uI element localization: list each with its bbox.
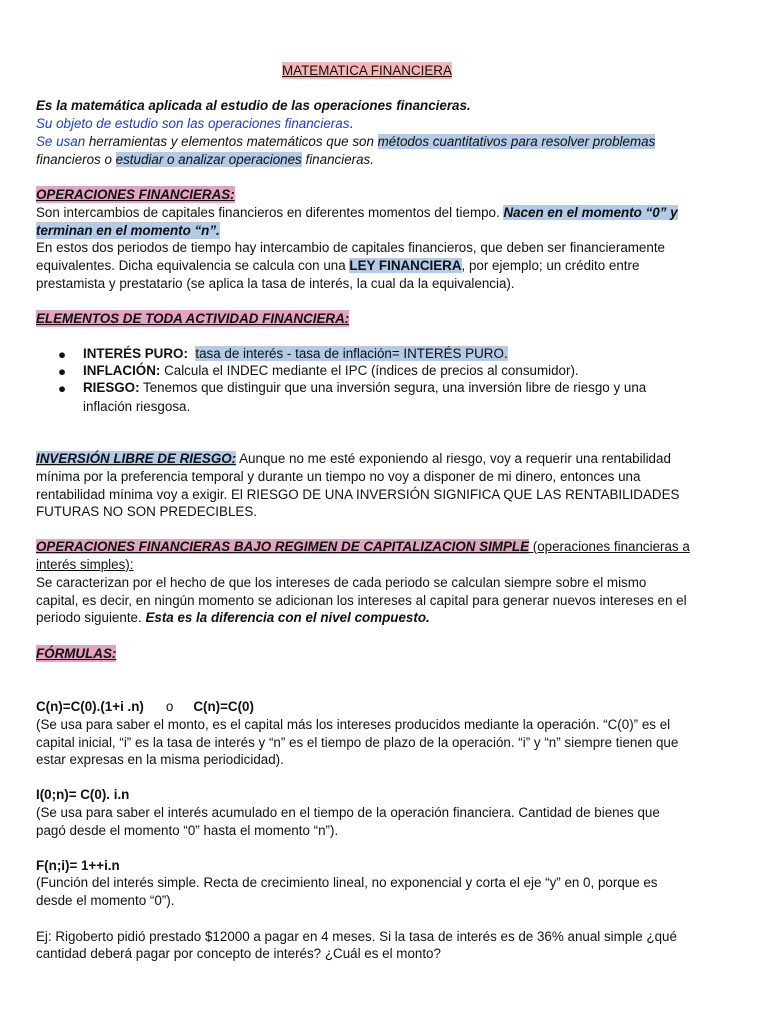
ley-financiera-highlight: LEY FINANCIERA [349,258,462,273]
formula-monto-desc3: estar expresas en la misma periodicidad). [36,752,284,767]
operaciones-line1 [36,204,678,221]
inversion-l1-text: Aunque no me esté exponiendo al riesgo, voy a requerir una rentabilidad [236,451,671,466]
operaciones-line4 [36,257,639,274]
intro-metodos-highlight: métodos cuantitativos para resolver problemas [377,134,656,149]
item-inflacion-text: Calcula el INDEC mediante el IPC (índices de precios al consumidor). [160,363,579,378]
simple-line3: Se caracterizan por el hecho de que los intereses de cada periodo se calculan siempre sobre el mismo [36,575,647,590]
formula-monto-desc1: (Se usa para saber el monto, es el capital más los intereses producidos mediante la operación. “C(0)” es el [36,717,671,732]
intro-financieros-c: financieras. [301,152,374,167]
formula-funcion-desc2: desde el momento “0”). [36,893,175,908]
operaciones-nacen-highlight: Nacen en el momento “0” y [503,205,678,220]
intro-objeto-end: . [349,116,354,131]
bullet-inflacion: ● [58,364,67,379]
formula-interes: I(0;n)= C(0). i.n [36,787,130,802]
item-inflacion-label: INFLACIÓN: [83,363,161,378]
heading-operaciones: OPERACIONES FINANCIERAS: [36,187,235,202]
intro-objeto [36,115,353,132]
simple-line1 [36,538,690,555]
intro-herramientas [36,133,655,150]
item-interes-puro-text: tasa de interés - tasa de inflación= INTERÉS PURO. [195,346,508,361]
intro-financieros-a: financieros o [36,152,116,167]
operaciones-l4-a: equivalentes. Dicha equivalencia se calcula con una [36,258,350,273]
formula-monto-a: C(n)=C(0).(1+i .n) [36,699,144,714]
item-riesgo-text2: inflación riesgosa. [83,399,191,414]
intro-definition: Es la matemática aplicada al estudio de las operaciones financieras. [36,98,471,113]
item-riesgo [83,379,646,396]
inversion-line1 [36,450,671,467]
item-interes-puro [83,345,508,362]
intro-objeto-text: Su objeto de estudio son las operaciones financieras [36,116,350,131]
formula-monto-desc2: capital inicial, “i” es la tasa de interés y “n” es el tiempo de plazo de la operación. “i” y “n” siempre tienen que [36,735,679,750]
formula-monto [36,698,254,715]
page-title: MATEMATICA FINANCIERA [282,63,452,78]
simple-l5-a: periodo siguiente. [36,610,146,625]
formula-monto-b: C(n)=C(0) [193,699,254,714]
formula-o: o [165,699,174,714]
inversion-line3: rentabilidad mínima voy a exigir. El RIESGO DE UNA INVERSIÓN SIGNIFICA QUE LAS RENTABILIDADES [36,487,680,502]
heading-inversion: INVERSIÓN LIBRE DE RIESGO: [36,451,237,466]
operaciones-line3: En estos dos periodos de tiempo hay intercambio de capitales financieros, que deben ser financieramente [36,240,665,255]
formula-interes-desc1: (Se usa para saber el interés acumulado en el tiempo de la operación financiera. Cantidad de bienes que [36,805,660,820]
inversion-line2: mínima por la preferencia temporal y durante un tiempo no voy a disponer de mi dinero, entonces una [36,469,641,484]
item-riesgo-label: RIESGO: [83,380,140,395]
formula-funcion: F(n;i)= 1++i.n [36,858,120,873]
operaciones-line2: terminan en el momento “n”. [36,223,220,238]
heading-capitalizacion-simple: OPERACIONES FINANCIERAS BAJO REGIMEN DE CAPITALIZACION SIMPLE [36,539,530,554]
item-riesgo-text: Tenemos que distinguir que una inversión segura, una inversión libre de riesgo y una [139,380,647,395]
simple-line4: capital, es decir, en ningún momento se adicionan los intereses al capital para generar nuevos intereses en el [36,593,687,608]
heading-formulas: FÓRMULAS: [36,646,117,661]
bullet-riesgo: ● [58,381,67,396]
intro-estudiar-highlight: estudiar o analizar operaciones [115,152,302,167]
simple-line5 [36,609,430,626]
formula-funcion-desc1: (Función del interés simple. Recta de crecimiento lineal, no exponencial y corta el eje “y” en 0, porque es [36,875,658,890]
formula-interes-desc2: pagó desde el momento “0” hasta el momento “n”). [36,823,339,838]
inversion-line4: FUTURAS NO SON PREDECIBLES. [36,504,257,519]
operaciones-l1-text: Son intercambios de capitales financieros en diferentes momentos del tiempo. [36,205,504,220]
intro-financieros [36,151,374,168]
operaciones-line5: prestamista y prestatario (se aplica la tasa de interés, la cual da la equivalencia). [36,276,515,291]
intro-herramientas-text: herramientas y elementos matemáticos que son [85,134,378,149]
simple-line2: interés simples): [36,557,134,572]
intro-se-usan: Se usan [36,134,86,149]
ejemplo-line2: cantidad deberá pagar por concepto de interés? ¿Cuál es el monto? [36,946,441,961]
item-interes-puro-label: INTERÉS PURO: [83,346,188,361]
simple-diferencia: Esta es la diferencia con el nivel compuesto. [145,610,430,625]
bullet-interes-puro: ● [58,347,67,362]
item-inflacion [83,362,579,379]
operaciones-l4-c: , por ejemplo; un crédito entre [461,258,640,273]
simple-heading-tail: (operaciones financieras a [529,539,690,554]
heading-elementos: ELEMENTOS DE TODA ACTIVIDAD FINANCIERA: [36,311,350,326]
ejemplo-line1: Ej: Rigoberto pidió prestado $12000 a pagar en 4 meses. Si la tasa de interés es de 36% anual simple ¿qué [36,929,677,944]
